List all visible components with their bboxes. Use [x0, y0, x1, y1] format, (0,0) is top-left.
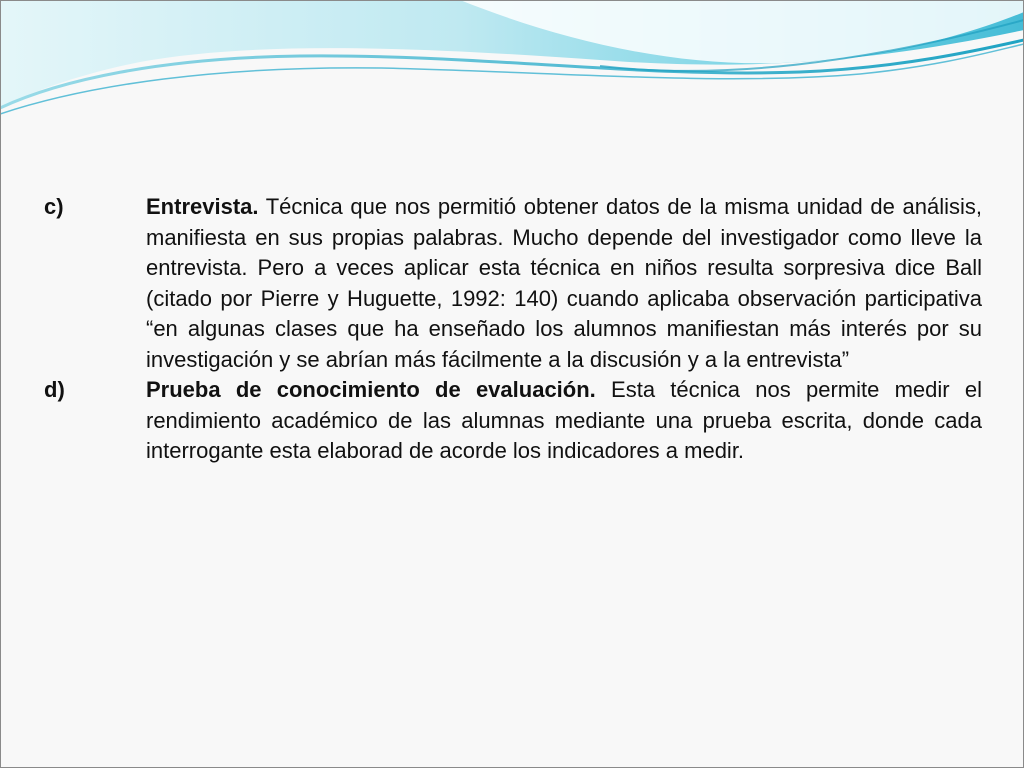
item-title: Prueba de conocimiento de evaluación.	[146, 377, 596, 402]
item-body: Esta técnica nos permite medir el rendimiento académico de las alumnas mediante una prueba escrita, donde cada interrogante esta elaborad de acorde los indicadores a medir.	[146, 377, 982, 463]
list-item-d	[44, 375, 982, 467]
slide-content	[44, 192, 982, 467]
list-item-c	[44, 192, 982, 375]
item-title: Entrevista.	[146, 194, 259, 219]
list-marker: d)	[44, 377, 65, 402]
header-wave-decoration	[0, 0, 1024, 130]
list-item-text	[146, 375, 982, 467]
list-item-text	[146, 192, 982, 375]
item-body: Técnica que nos permitió obtener datos de la misma unidad de análisis, manifiesta en sus propias palabras. Mucho depende del investigador como lleve la entrevista. Pero a veces aplicar esta técnica en niños resulta sorpresiva dice Ball (citado por Pierre y Huguette, 1992: 140) cuando aplicaba observación participativa “en algunas clases que ha enseñado los alumnos manifiestan más interés por su investigación y se abrían más fácilmente a la discusión y a la entrevista”	[146, 194, 982, 372]
list-marker: c)	[44, 194, 64, 219]
